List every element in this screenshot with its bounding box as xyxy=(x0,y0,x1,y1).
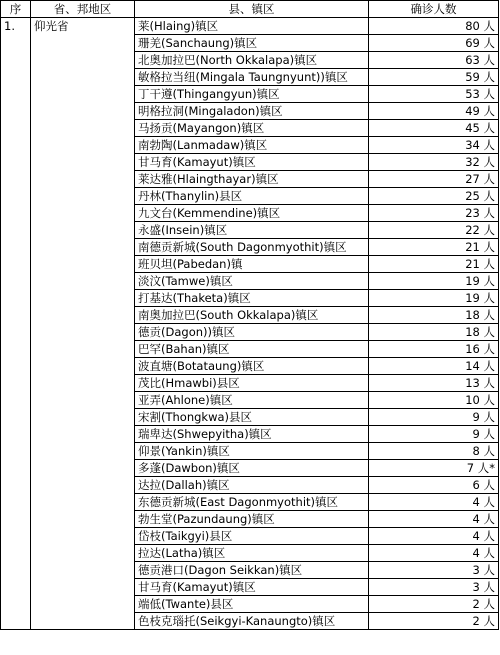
case-count-cell: 19 人 xyxy=(369,290,499,307)
case-count-cell: 8 人 xyxy=(369,443,499,460)
case-count-cell: 22 人 xyxy=(369,222,499,239)
county-name-cell: 亚弄(Ahlone)镇区 xyxy=(135,392,369,409)
case-count-cell: 7 人* xyxy=(369,460,499,477)
county-name-cell: 南勃陶(Lanmadaw)镇区 xyxy=(135,137,369,154)
county-name-cell: 端低(Twante)县区 xyxy=(135,596,369,613)
case-count-cell: 2 人 xyxy=(369,613,499,630)
county-name-cell: 达拉(Dallah)镇区 xyxy=(135,477,369,494)
county-name-cell: 莱达雅(Hlaingthayar)镇区 xyxy=(135,171,369,188)
case-count-cell: 3 人 xyxy=(369,579,499,596)
row-seq: 1. xyxy=(1,18,31,630)
county-name-cell: 甘马育(Kamayut)镇区 xyxy=(135,154,369,171)
county-name-cell: 珊羌(Sanchaung)镇区 xyxy=(135,35,369,52)
case-count-cell: 59 人 xyxy=(369,69,499,86)
county-name-cell: 宋割(Thongkwa)县区 xyxy=(135,409,369,426)
header-county: 县、镇区 xyxy=(135,1,369,18)
case-count-cell: 69 人 xyxy=(369,35,499,52)
case-count-cell: 53 人 xyxy=(369,86,499,103)
county-name-cell: 莱(Hlaing)镇区 xyxy=(135,18,369,35)
county-name-cell: 瑞卑达(Shwepyitha)镇区 xyxy=(135,426,369,443)
county-name-cell: 东德贡新城(East Dagonmyothit)镇区 xyxy=(135,494,369,511)
county-name-cell: 丹林(Thanylin)县区 xyxy=(135,188,369,205)
county-name-cell: 拉达(Latha)镇区 xyxy=(135,545,369,562)
header-row xyxy=(1,1,499,18)
case-count-cell: 13 人 xyxy=(369,375,499,392)
county-name-cell: 岱枝(Taikgyi)县区 xyxy=(135,528,369,545)
county-name-cell: 九文台(Kemmendine)镇区 xyxy=(135,205,369,222)
case-count-cell: 16 人 xyxy=(369,341,499,358)
county-name-cell: 德贡港口(Dagon Seikkan)镇区 xyxy=(135,562,369,579)
case-count-cell: 27 人 xyxy=(369,171,499,188)
county-name-cell: 打基达(Thaketa)镇区 xyxy=(135,290,369,307)
county-name-cell: 波直塘(Botataung)镇区 xyxy=(135,358,369,375)
case-count-cell: 21 人 xyxy=(369,256,499,273)
case-count-cell: 4 人 xyxy=(369,545,499,562)
county-name-cell: 巴罕(Bahan)镇区 xyxy=(135,341,369,358)
case-count-cell: 6 人 xyxy=(369,477,499,494)
case-count-cell: 9 人 xyxy=(369,409,499,426)
case-count-cell: 21 人 xyxy=(369,239,499,256)
county-name-cell: 明格拉洞(Mingaladon)镇区 xyxy=(135,103,369,120)
county-name-cell: 南奥加拉巴(South Okkalapa)镇区 xyxy=(135,307,369,324)
case-count-cell: 18 人 xyxy=(369,307,499,324)
county-name-cell: 多蓬(Dawbon)镇区 xyxy=(135,460,369,477)
case-count-cell: 32 人 xyxy=(369,154,499,171)
table-body xyxy=(1,18,499,630)
case-count-cell: 63 人 xyxy=(369,52,499,69)
case-count-cell: 19 人 xyxy=(369,273,499,290)
county-name-cell: 色枝克瑙托(Seikgyi-Kanaungto)镇区 xyxy=(135,613,369,630)
table-row xyxy=(1,18,499,35)
county-name-cell: 南德贡新城(South Dagonmyothit)镇区 xyxy=(135,239,369,256)
case-count-cell: 49 人 xyxy=(369,103,499,120)
case-count-cell: 14 人 xyxy=(369,358,499,375)
county-name-cell: 永盛(Insein)镇区 xyxy=(135,222,369,239)
header-count: 确诊人数 xyxy=(369,1,499,18)
case-count-cell: 4 人 xyxy=(369,511,499,528)
row-province: 仰光省 xyxy=(31,18,135,630)
case-count-cell: 25 人 xyxy=(369,188,499,205)
case-count-cell: 3 人 xyxy=(369,562,499,579)
county-name-cell: 敏格拉当纽(Mingala Taungnyunt))镇区 xyxy=(135,69,369,86)
case-count-cell: 2 人 xyxy=(369,596,499,613)
county-name-cell: 甘马育(Kamayut)镇区 xyxy=(135,579,369,596)
case-count-cell: 18 人 xyxy=(369,324,499,341)
case-count-cell: 9 人 xyxy=(369,426,499,443)
case-count-cell: 10 人 xyxy=(369,392,499,409)
county-name-cell: 丁干遵(Thingangyun)镇区 xyxy=(135,86,369,103)
case-count-cell: 45 人 xyxy=(369,120,499,137)
county-name-cell: 茂比(Hmawbi)县区 xyxy=(135,375,369,392)
header-seq: 序 xyxy=(1,1,31,18)
case-count-cell: 23 人 xyxy=(369,205,499,222)
case-count-cell: 4 人 xyxy=(369,494,499,511)
county-name-cell: 勃生堂(Pazundaung)镇区 xyxy=(135,511,369,528)
county-name-cell: 班贝坦(Pabedan)镇 xyxy=(135,256,369,273)
case-count-cell: 80 人 xyxy=(369,18,499,35)
county-name-cell: 淡汶(Tamwe)镇区 xyxy=(135,273,369,290)
county-name-cell: 北奥加拉巴(North Okkalapa)镇区 xyxy=(135,52,369,69)
county-name-cell: 仰景(Yankin)镇区 xyxy=(135,443,369,460)
case-count-cell: 34 人 xyxy=(369,137,499,154)
case-count-cell: 4 人 xyxy=(369,528,499,545)
county-name-cell: 马扬贡(Mayangon)镇区 xyxy=(135,120,369,137)
header-province: 省、邦地区 xyxy=(31,1,135,18)
county-name-cell: 德贡(Dagon))镇区 xyxy=(135,324,369,341)
